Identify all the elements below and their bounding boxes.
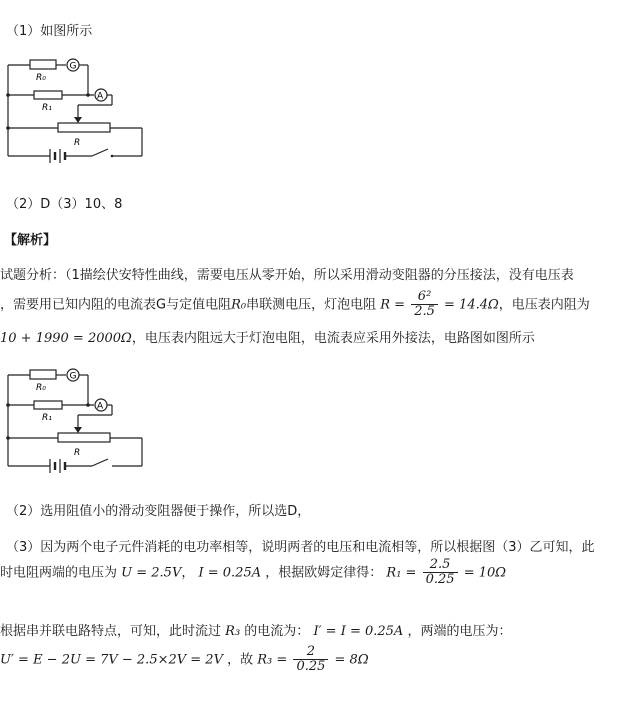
svg-text:A: A bbox=[97, 401, 104, 412]
resistor-r1 bbox=[34, 91, 62, 99]
part2-text: （2）选用阻值小的滑动变阻器便于操作，所以选D， bbox=[6, 504, 311, 519]
resistor-r0 bbox=[30, 60, 56, 69]
circuit-diagram-2 bbox=[0, 360, 170, 480]
series-line: 根据串并联电路特点，可知，此时流过 R₃ 的电流为： I′ = I = 0.25A ，两端的电压为： bbox=[0, 624, 512, 639]
part2-3-answer: （2）D（3）10、8 bbox=[6, 197, 123, 212]
svg-text:G: G bbox=[69, 61, 77, 72]
part3-line-1: （3）因为两个电子元件消耗的电功率相等，说明两者的电压和电流相等，所以根据图（3）乙可知，此 bbox=[6, 540, 595, 555]
svg-text:R₀: R₀ bbox=[36, 383, 46, 393]
svg-text:A: A bbox=[97, 91, 104, 102]
analysis-line-1: 试题分析：（1描绘伏安特性曲线，需要电压从零开始，所以采用滑动变阻器的分压接法，没有电压表 bbox=[0, 268, 574, 283]
svg-text:G: G bbox=[69, 371, 77, 382]
final-line: U′ = E − 2U = 7V − 2.5×2V = 2V ，故 R₃ = $\frac{2}{0.25}$ = 8Ω bbox=[0, 644, 369, 675]
part3-line-2: 时电阻两端的电压为 U = 2.5V， I = 0.25A ，根据欧姆定律得： R₁ = $\frac{2.5}{0.25}$ = 10Ω bbox=[0, 557, 507, 588]
svg-text:R: R bbox=[74, 448, 81, 458]
analysis-line-3: 10 + 1990 = 2000Ω，电压表内阻远大于灯泡电阻，电流表应采用外接法，电路图如图所示 bbox=[0, 331, 535, 346]
svg-text:R₁: R₁ bbox=[42, 413, 52, 423]
svg-text:R₀: R₀ bbox=[36, 73, 46, 83]
fraction-r3: $\frac{2}{0.25}$ bbox=[293, 645, 328, 675]
fraction-r1: $\frac{2.5}{0.25}$ bbox=[423, 558, 458, 588]
svg-text:R₁: R₁ bbox=[42, 103, 52, 113]
fraction-r: $\frac{\text{6²}}{2.5}$ bbox=[411, 290, 438, 320]
switch-icon bbox=[92, 149, 108, 156]
analysis-line-2: ，需要用已知内阻的电流表G与定值电阻R₀串联测电压，灯泡电阻 R = $\frac{\text{6²}}{2.5}$ = 14.4Ω，电压表内阻为 bbox=[0, 289, 590, 320]
symbol-r0: R₀ bbox=[231, 297, 247, 313]
circuit-diagram-1 bbox=[0, 50, 170, 170]
part1-heading: （1）如图所示 bbox=[6, 24, 93, 39]
rheostat-r bbox=[58, 123, 110, 132]
svg-text:R: R bbox=[74, 138, 81, 148]
analysis-header: 【解析】 bbox=[4, 233, 57, 248]
